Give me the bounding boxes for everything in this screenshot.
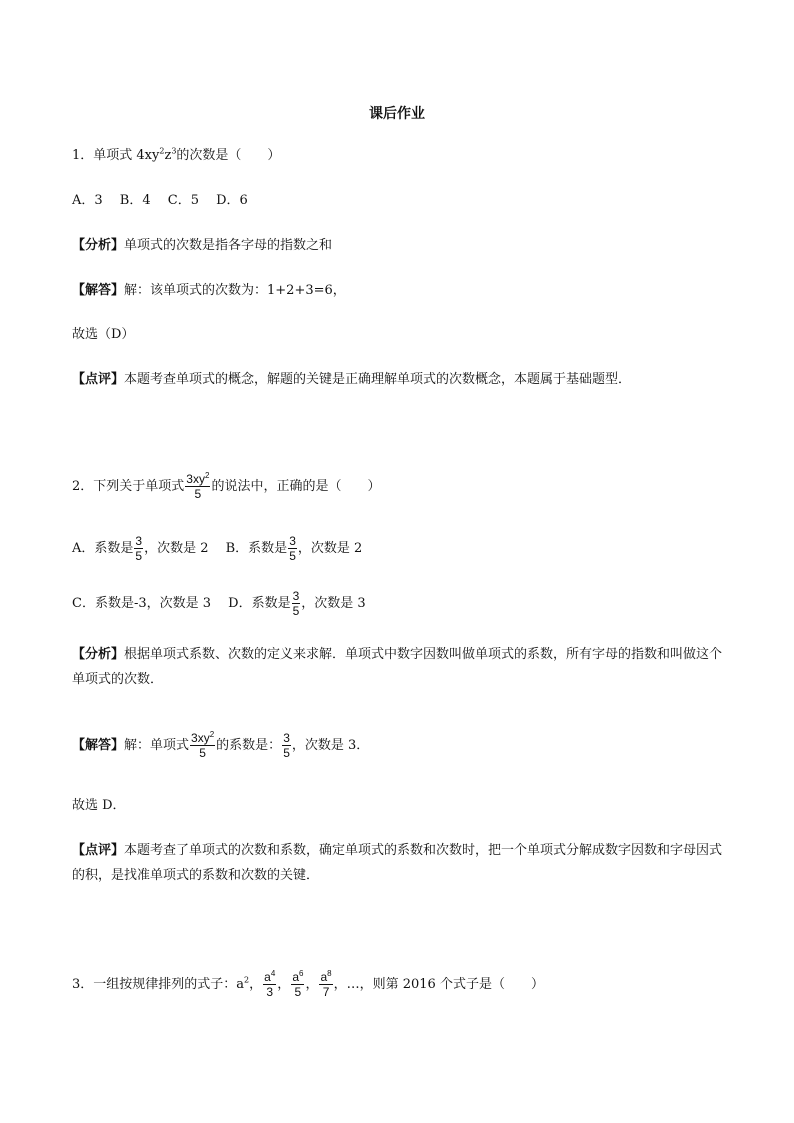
q1-analysis: [72, 236, 332, 256]
answer-text: 解：单项式: [124, 738, 190, 753]
fraction-denominator: 5: [283, 746, 290, 760]
numerator-text: a: [292, 970, 299, 984]
comment-text: 本题考查单项式的概念，解题的关键是正确理解单项式的次数概念，本题属于基础题型．: [124, 372, 632, 387]
fraction-numerator: 3: [135, 534, 143, 548]
option-d: D．系数是: [228, 596, 291, 611]
fraction-numerator: 3: [283, 731, 290, 745]
fraction-denominator: 3: [266, 985, 274, 999]
option-a: A．系数是: [72, 541, 134, 556]
separator: ，: [249, 977, 263, 992]
numerator-text: a: [320, 970, 328, 984]
answer-tag: 【解答】: [72, 283, 125, 298]
q2-analysis: [72, 642, 728, 692]
question-text: ，…，则第 2016 个式子是（ ）: [333, 977, 544, 992]
fraction: [319, 970, 332, 999]
question-number: 1．: [72, 148, 94, 163]
q1-comment: [72, 370, 631, 390]
question-3: [72, 970, 544, 1000]
question-text: 的说法中，正确的是（ ）: [211, 479, 381, 494]
analysis-text: 根据单项式系数、次数的定义来求解．单项式中数字因数叫做单项式的系数，所有字母的指数和叫做这个单项式的次数．: [72, 647, 723, 687]
question-1-options: A．3 B．4 C．5 D．6: [72, 193, 248, 208]
separator: ，: [305, 977, 319, 992]
exponent: 2: [159, 146, 165, 156]
fraction-numerator: 3: [292, 589, 300, 603]
q2-options-ab: [72, 534, 362, 563]
fraction-denominator: 5: [194, 487, 202, 501]
analysis-tag: 【分析】: [72, 647, 125, 662]
answer-text: 解：该单项式的次数为：1+2+3=6，: [124, 283, 346, 298]
option-d-text: ，次数是 3: [301, 596, 366, 611]
comment-tag: 【点评】: [72, 372, 125, 387]
fraction: [263, 970, 276, 999]
question-2: [72, 472, 380, 501]
answer-text: ，次数是 3．: [291, 738, 370, 753]
option-b-text: ，次数是 2: [297, 541, 363, 556]
fraction-denominator: 5: [294, 985, 302, 999]
fraction-numerator: [319, 970, 332, 985]
comment-tag: 【点评】: [72, 843, 125, 858]
fraction-numerator: [185, 472, 210, 487]
fraction-numerator: [291, 970, 304, 985]
q2-options-cd: [72, 589, 366, 618]
fraction-numerator: [190, 731, 215, 746]
q2-comment: [72, 838, 728, 888]
question-number: 2．: [72, 479, 94, 494]
option-c: C．系数是-3，次数是 3: [72, 596, 229, 611]
numerator-text: 3xy: [186, 472, 205, 486]
fraction: [185, 472, 210, 501]
q2-choose: 故选 D．: [72, 798, 126, 813]
fraction: [282, 731, 291, 760]
answer-text: 的系数是：: [216, 738, 282, 753]
analysis-text: 单项式的次数是指各字母的指数之和: [124, 238, 333, 253]
numerator-text: a: [264, 970, 271, 984]
fraction-numerator: [263, 970, 276, 985]
analysis-tag: 【分析】: [72, 238, 125, 253]
fraction: [292, 589, 301, 618]
option-a-text: ，次数是 2: [144, 541, 226, 556]
fraction: [288, 534, 297, 563]
fraction-denominator: 5: [199, 746, 206, 760]
question-1: [72, 146, 280, 166]
exponent: 4: [270, 969, 276, 978]
exponent: 6: [299, 969, 304, 978]
variable: z: [164, 148, 172, 163]
exponent: 2: [204, 471, 210, 480]
question-text: 一组按规律排列的式子：a: [93, 977, 245, 992]
q1-answer: [72, 281, 346, 301]
fraction-denominator: 5: [135, 549, 143, 563]
exponent: 2: [244, 975, 250, 985]
question-number: 3．: [72, 977, 94, 992]
q1-choose: 故选（D）: [72, 327, 135, 342]
fraction-denominator: 7: [322, 985, 330, 999]
separator: ，: [277, 977, 291, 992]
numerator-text: 3xy: [191, 731, 210, 745]
fraction: [134, 534, 143, 563]
page-title: 课后作业: [369, 106, 425, 122]
question-text: 单项式 4xy: [93, 148, 160, 163]
fraction-numerator: 3: [289, 534, 296, 548]
fraction-denominator: 5: [292, 604, 300, 618]
exponent: 8: [327, 969, 332, 978]
exponent: 3: [171, 146, 177, 156]
exponent: 2: [209, 730, 215, 739]
question-text: 下列关于单项式: [93, 479, 185, 494]
q2-answer: [72, 731, 369, 760]
fraction-denominator: 5: [289, 549, 296, 563]
question-text: 的次数是（ ）: [176, 148, 281, 163]
fraction: [190, 731, 215, 760]
comment-text: 本题考查了单项式的次数和系数，确定单项式的系数和次数时，把一个单项式分解成数字因数和字母因式的积，是找准单项式的系数和次数的关键．: [72, 843, 723, 883]
option-b: B．系数是: [225, 541, 288, 556]
fraction: [291, 970, 304, 999]
answer-tag: 【解答】: [72, 738, 125, 753]
